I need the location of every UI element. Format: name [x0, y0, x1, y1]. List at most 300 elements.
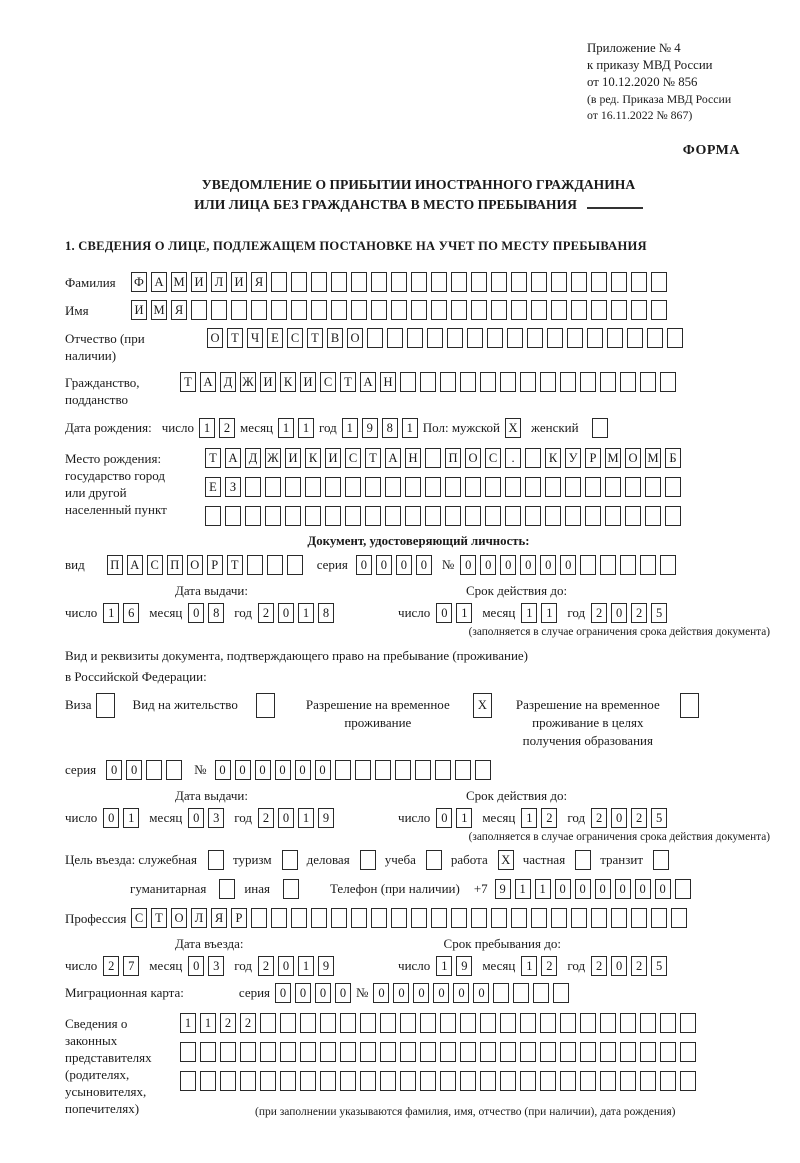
form-cell: [500, 1013, 516, 1033]
form-cell: 1: [521, 603, 537, 623]
day-label: число: [398, 958, 431, 973]
migration-number-cells: [373, 983, 569, 1003]
form-cell: [600, 555, 616, 575]
form-cell: Т: [365, 448, 381, 468]
form-cell: [631, 908, 647, 928]
form-cell: [511, 908, 527, 928]
form-cell: 2: [631, 956, 647, 976]
form-cell: 0: [335, 983, 351, 1003]
form-cell: О: [465, 448, 481, 468]
surname-cells: [131, 272, 667, 292]
form-cell: [640, 1071, 656, 1091]
form-cell: 2: [258, 808, 274, 828]
form-cell: [351, 272, 367, 292]
phone-label: Телефон (при наличии): [329, 881, 460, 896]
form-cell: [425, 477, 441, 497]
form-cell: [545, 506, 561, 526]
form-cell: [505, 477, 521, 497]
stay-year-cells: [591, 956, 667, 976]
form-cell: 1: [342, 418, 358, 438]
form-cell: [371, 300, 387, 320]
form-cell: 1: [521, 808, 537, 828]
form-cell: [431, 272, 447, 292]
form-cell: [551, 908, 567, 928]
issue-year-cells: [258, 808, 334, 828]
form-cell: [208, 850, 224, 870]
form-cell: [471, 272, 487, 292]
form-cell: [331, 908, 347, 928]
migration-card-row: [65, 983, 772, 1003]
form-cell: [305, 477, 321, 497]
representatives-line3: [180, 1071, 696, 1091]
form-cell: [265, 477, 281, 497]
form-cell: 0: [416, 555, 432, 575]
form-cell: [380, 1071, 396, 1091]
education-residence-checkbox: [680, 693, 699, 718]
form-cell: [400, 372, 416, 392]
form-cell: [200, 1042, 216, 1062]
purpose-transit-checkbox: [648, 850, 669, 870]
issue-month-cells: [188, 808, 224, 828]
form-cell: [400, 1013, 416, 1033]
citizenship-cells: [180, 372, 676, 392]
form-cell: 0: [433, 983, 449, 1003]
residence-series-cells: [106, 760, 182, 780]
doc-number-cells: [460, 555, 676, 575]
purpose-work: работа X: [451, 850, 514, 870]
form-cell: [631, 272, 647, 292]
form-cell: 0: [188, 956, 204, 976]
form-cell: З: [225, 477, 241, 497]
form-cell: [451, 300, 467, 320]
form-cell: [460, 1071, 476, 1091]
option-education-residence: [508, 693, 699, 750]
representatives-row: [65, 1013, 772, 1118]
form-cell: [371, 272, 387, 292]
form-cell: Д: [220, 372, 236, 392]
title-blank-line: [587, 197, 643, 209]
form-cell: 0: [235, 760, 251, 780]
form-cell: [291, 908, 307, 928]
form-cell: [427, 328, 443, 348]
stay-month-cells: [521, 956, 557, 976]
form-cell: [680, 1042, 696, 1062]
form-cell: 0: [560, 555, 576, 575]
form-cell: [355, 760, 371, 780]
patronymic-row: [65, 328, 772, 364]
form-cell: [351, 908, 367, 928]
form-cell: [667, 328, 683, 348]
form-cell: 2: [258, 956, 274, 976]
name-row: [65, 300, 772, 320]
form-cell: [631, 300, 647, 320]
form-cell: [260, 1013, 276, 1033]
form-cell: [405, 477, 421, 497]
form-cell: [645, 477, 661, 497]
form-cell: И: [285, 448, 301, 468]
citizenship-row: [65, 372, 772, 408]
form-cell: [591, 300, 607, 320]
form-cell: [571, 272, 587, 292]
purpose-transit: транзит: [600, 850, 669, 870]
form-cell: [435, 760, 451, 780]
form-cell: [380, 1013, 396, 1033]
surname-row: [65, 272, 772, 292]
form-cell: [680, 1013, 696, 1033]
form-cell: [671, 908, 687, 928]
profession-label: Профессия: [65, 911, 127, 926]
form-cell: [500, 372, 516, 392]
valid-month-cells: [521, 808, 557, 828]
form-cell: [360, 850, 376, 870]
purpose-tourism-checkbox: [277, 850, 298, 870]
form-cell: [451, 908, 467, 928]
form-cell: С: [320, 372, 336, 392]
form-cell: Е: [267, 328, 283, 348]
form-cell: 0: [373, 983, 389, 1003]
form-cell: [520, 372, 536, 392]
form-cell: [491, 300, 507, 320]
form-cell: [491, 272, 507, 292]
form-cell: 5: [651, 603, 667, 623]
patronymic-cells: [207, 328, 683, 348]
purpose-humanitarian-checkbox: [214, 879, 235, 899]
form-cell: П: [107, 555, 123, 575]
series-label: серия: [238, 985, 271, 1000]
form-cell: 1: [456, 603, 472, 623]
form-cell: [365, 506, 381, 526]
form-cell: [400, 1071, 416, 1091]
form-cell: 2: [240, 1013, 256, 1033]
valid-year-cells: [591, 808, 667, 828]
form-cell: [405, 506, 421, 526]
form-cell: [600, 1013, 616, 1033]
form-cell: [431, 300, 447, 320]
form-cell: [580, 555, 596, 575]
form-cell: [651, 272, 667, 292]
entry-date-header: Дата въезда:: [175, 936, 244, 951]
form-cell: [540, 1013, 556, 1033]
form-cell: О: [625, 448, 641, 468]
purpose-humanitarian: гуманитарная: [130, 879, 235, 899]
form-cell: [251, 908, 267, 928]
form-cell: [525, 448, 541, 468]
form-cell: 8: [382, 418, 398, 438]
form-cell: 0: [393, 983, 409, 1003]
form-cell: [220, 1071, 236, 1091]
day-label: число: [398, 605, 431, 620]
form-cell: Ж: [240, 372, 256, 392]
doc-series-cells: [356, 555, 432, 575]
form-cell: 1: [535, 879, 551, 899]
form-cell: [567, 328, 583, 348]
day-label: число: [398, 810, 431, 825]
form-cell: 0: [575, 879, 591, 899]
form-cell: В: [327, 328, 343, 348]
form-cell: [455, 760, 471, 780]
form-cell: 0: [520, 555, 536, 575]
form-cell: 0: [376, 555, 392, 575]
form-cell: О: [347, 328, 363, 348]
form-cell: 2: [220, 1013, 236, 1033]
form-cell: 0: [188, 603, 204, 623]
validity-note: (заполняется в случае ограничения срока действия документа): [468, 831, 770, 843]
form-cell: [580, 372, 596, 392]
form-cell: [387, 328, 403, 348]
entry-month-cells: [188, 956, 224, 976]
entry-dates-block: [65, 936, 772, 976]
form-cell: [325, 506, 341, 526]
form-title-line1: УВЕДОМЛЕНИЕ О ПРИБЫТИИ ИНОСТРАННОГО ГРАЖДАНИНА: [201, 177, 636, 192]
form-cell: [460, 372, 476, 392]
form-cell: [365, 477, 381, 497]
form-cell: [680, 693, 699, 718]
appendix-line: (в ред. Приказа МВД России: [587, 92, 732, 106]
residence-doc-intro: Вид и реквизиты документа, подтверждающего право на пребывание (проживание) в Российской Федерации:: [65, 648, 529, 684]
form-cell: [625, 506, 641, 526]
purpose-other: иная: [244, 879, 299, 899]
doc-type-label: вид: [65, 557, 85, 572]
form-cell: Т: [227, 328, 243, 348]
form-cell: [271, 272, 287, 292]
residence-doc-series-row: [65, 760, 772, 780]
form-cell: 0: [275, 983, 291, 1003]
valid-year-cells: [591, 603, 667, 623]
form-cell: [320, 1042, 336, 1062]
form-cell: 0: [315, 760, 331, 780]
month-label: месяц: [482, 810, 516, 825]
form-cell: X: [498, 850, 514, 870]
form-cell: [305, 506, 321, 526]
form-cell: [571, 300, 587, 320]
form-cell: Н: [380, 372, 396, 392]
form-cell: 2: [591, 603, 607, 623]
form-cell: С: [147, 555, 163, 575]
form-cell: 2: [258, 603, 274, 623]
purpose-study: учеба: [385, 850, 442, 870]
temp-residence-label: Разрешение на временное проживание: [305, 697, 450, 730]
citizenship-label: Гражданство, подданство: [65, 375, 140, 407]
form-cell: [426, 850, 442, 870]
profession-cells: [131, 908, 687, 928]
form-cell: [260, 1042, 276, 1062]
form-cell: [425, 506, 441, 526]
form-cell: Т: [227, 555, 243, 575]
form-cell: [391, 272, 407, 292]
form-cell: [166, 760, 182, 780]
form-cell: [360, 1013, 376, 1033]
form-cell: 3: [208, 808, 224, 828]
form-cell: [605, 506, 621, 526]
form-cell: 2: [541, 956, 557, 976]
form-cell: [300, 1013, 316, 1033]
form-cell: [465, 506, 481, 526]
form-cell: [500, 1071, 516, 1091]
form-cell: [620, 1042, 636, 1062]
form-cell: [620, 555, 636, 575]
form-cell: [665, 506, 681, 526]
forma-label: ФОРМА: [682, 143, 740, 158]
form-cell: 0: [436, 603, 452, 623]
form-cell: [360, 1042, 376, 1062]
form-cell: [620, 1071, 636, 1091]
form-cell: [620, 1013, 636, 1033]
form-cell: 1: [180, 1013, 196, 1033]
day-label: число: [65, 958, 98, 973]
year-label: год: [567, 958, 586, 973]
form-cell: А: [385, 448, 401, 468]
form-cell: 0: [215, 760, 231, 780]
form-cell: [585, 477, 601, 497]
form-cell: [265, 506, 281, 526]
form-cell: [647, 328, 663, 348]
form-cell: 0: [595, 879, 611, 899]
form-cell: 1: [402, 418, 418, 438]
form-cell: [485, 506, 501, 526]
form-cell: [560, 1042, 576, 1062]
form-cell: [385, 477, 401, 497]
form-cell: [611, 300, 627, 320]
form-cell: [380, 1042, 396, 1062]
form-cell: 0: [188, 808, 204, 828]
form-cell: [391, 908, 407, 928]
form-cell: К: [305, 448, 321, 468]
form-cell: [513, 983, 529, 1003]
form-cell: [251, 300, 267, 320]
year-label: год: [319, 420, 337, 435]
form-cell: [600, 1042, 616, 1062]
purpose-official-checkbox: [203, 850, 224, 870]
purpose-private-checkbox: [570, 850, 591, 870]
form-cell: [395, 760, 411, 780]
form-cell: [660, 1071, 676, 1091]
form-cell: А: [360, 372, 376, 392]
form-cell: [640, 555, 656, 575]
form-cell: А: [200, 372, 216, 392]
form-cell: [533, 983, 549, 1003]
form-cell: Д: [245, 448, 261, 468]
form-cell: [391, 300, 407, 320]
form-cell: 0: [453, 983, 469, 1003]
form-cell: [180, 1071, 196, 1091]
form-cell: [580, 1071, 596, 1091]
form-cell: 2: [103, 956, 119, 976]
form-cell: А: [151, 272, 167, 292]
form-cell: [511, 300, 527, 320]
form-cell: 1: [199, 418, 215, 438]
form-cell: 0: [635, 879, 651, 899]
form-cell: 7: [123, 956, 139, 976]
option-temp-residence: [297, 693, 492, 732]
form-cell: [625, 477, 641, 497]
form-cell: Ч: [247, 328, 263, 348]
form-cell: 1: [436, 956, 452, 976]
form-cell: [675, 879, 691, 899]
form-cell: А: [225, 448, 241, 468]
issue-date-header: Дата выдачи:: [175, 788, 249, 803]
purpose-business-checkbox: [355, 850, 376, 870]
month-label: месяц: [149, 810, 183, 825]
option-visa: [65, 693, 115, 718]
form-cell: 2: [541, 808, 557, 828]
form-cell: [540, 1071, 556, 1091]
form-cell: 9: [318, 808, 334, 828]
form-cell: [480, 372, 496, 392]
purpose-official: Цель въезда: служебная: [65, 850, 224, 870]
issue-day-cells: [103, 808, 139, 828]
form-cell: [180, 1042, 196, 1062]
form-cell: [285, 506, 301, 526]
entry-day-cells: [103, 956, 139, 976]
form-cell: [311, 272, 327, 292]
purpose-private: частная: [523, 850, 591, 870]
form-cell: [245, 506, 261, 526]
form-cell: 1: [123, 808, 139, 828]
form-cell: [660, 372, 676, 392]
form-cell: [420, 372, 436, 392]
form-cell: Ф: [131, 272, 147, 292]
form-cell: 0: [436, 808, 452, 828]
sex-male-checkbox: [505, 418, 521, 438]
form-cell: 1: [298, 603, 314, 623]
form-cell: [283, 879, 299, 899]
doc-number-label: №: [441, 557, 455, 572]
form-cell: [500, 1042, 516, 1062]
purpose-business: деловая: [307, 850, 376, 870]
stay-until-header: Срок пребывания до:: [443, 936, 561, 951]
number-label: №: [194, 762, 207, 777]
form-cell: С: [131, 908, 147, 928]
form-cell: [440, 1013, 456, 1033]
valid-month-cells: [521, 603, 557, 623]
form-cell: [146, 760, 162, 780]
form-cell: [460, 1013, 476, 1033]
representatives-cells: [180, 1013, 696, 1118]
form-cell: Я: [211, 908, 227, 928]
form-cell: К: [545, 448, 561, 468]
form-cell: 1: [456, 808, 472, 828]
form-cell: [247, 555, 263, 575]
form-cell: М: [151, 300, 167, 320]
form-cell: 1: [515, 879, 531, 899]
temp-residence-checkbox: [473, 693, 492, 718]
form-title: [65, 175, 772, 215]
form-cell: 0: [315, 983, 331, 1003]
form-cell: X: [505, 418, 521, 438]
form-cell: [471, 300, 487, 320]
form-cell: [311, 908, 327, 928]
form-cell: И: [231, 272, 247, 292]
form-cell: [591, 908, 607, 928]
residence-doc-dates: [65, 788, 772, 843]
form-cell: [411, 300, 427, 320]
appendix-line: к приказу МВД России: [587, 58, 713, 72]
appendix-line: Приложение № 4: [587, 41, 681, 55]
form-cell: 0: [480, 555, 496, 575]
form-cell: 8: [208, 603, 224, 623]
form-cell: [420, 1042, 436, 1062]
form-cell: [367, 328, 383, 348]
form-cell: 2: [631, 603, 647, 623]
valid-day-cells: [436, 808, 472, 828]
form-cell: [531, 908, 547, 928]
birth-day-cells: [199, 418, 235, 438]
form-cell: [600, 372, 616, 392]
residence-permit-checkbox: [256, 693, 275, 718]
form-cell: [565, 506, 581, 526]
form-cell: 0: [278, 956, 294, 976]
form-cell: 0: [396, 555, 412, 575]
